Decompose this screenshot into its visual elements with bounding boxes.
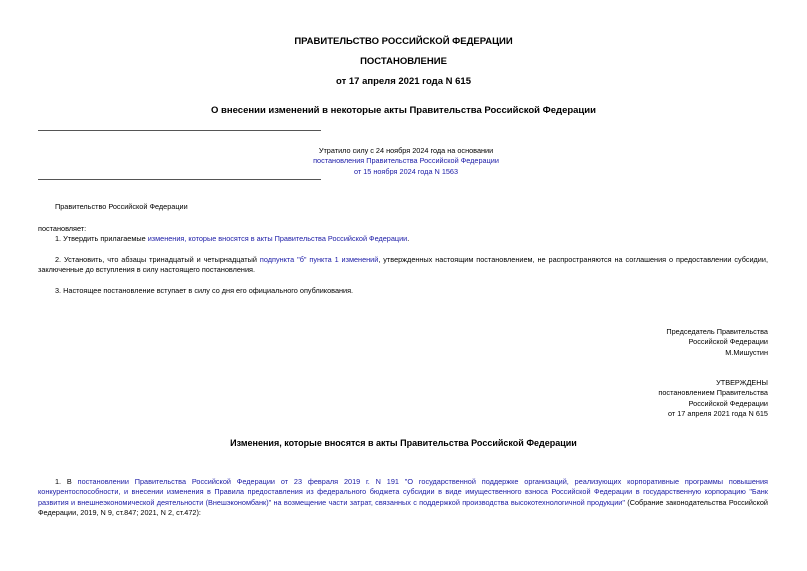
signature-block (666, 327, 768, 358)
signature-country: Российской Федерации (688, 337, 768, 347)
repeal-notice-text: Утратило силу с 24 ноября 2024 года на основании (318, 146, 494, 155)
document-type: ПОСТАНОВЛЕНИЕ (360, 56, 447, 67)
changes-item-1 (38, 477, 768, 519)
paragraph-2-text: 2. Установить, что абзацы тринадцатый и четырнадцатый (55, 255, 260, 264)
paragraph-1-text: 1. Утвердить прилагаемые (55, 234, 148, 243)
intro-text: Правительство Российской Федерации (55, 202, 188, 211)
signature-name: М.Мишустин (725, 347, 768, 357)
decides-text: постановляет: (38, 224, 87, 233)
paragraph-2-end: , утвержденных настоящим постановлением, не распространяются на соглашения о предоставлении субсидии, заключенные до вступления в силу настоящего постановления. (38, 255, 768, 275)
document-date: от 17 апреля 2021 года N 615 (336, 76, 471, 87)
government-name: ПРАВИТЕЛЬСТВО РОССИЙСКОЙ ФЕДЕРАЦИИ (294, 36, 513, 47)
approval-line-4: от 17 апреля 2021 года N 615 (667, 409, 768, 419)
repeal-link-2[interactable]: от 15 ноября 2024 года N 1563 (353, 166, 459, 176)
divider-top (38, 130, 321, 131)
paragraph-1-end: . (407, 234, 410, 243)
signature-position: Председатель Правительства (666, 327, 768, 336)
paragraph-3: 3. Настоящее постановление вступает в силу со дня его официального опубликования. (55, 286, 354, 295)
repeal-link-1[interactable]: постановления Правительства Российской Федерации (313, 156, 499, 166)
approval-block (658, 378, 768, 420)
document-title: О внесении изменений в некоторые акты Правительства Российской Федерации (211, 105, 596, 116)
divider-bottom (38, 179, 321, 180)
repeal-notice (256, 146, 556, 177)
paragraph-1 (55, 234, 768, 244)
changes-title: Изменения, которые вносятся в акты Правительства Российской Федерации (230, 438, 577, 448)
resolution-191-link[interactable]: постановлении Правительства Российской Федерации от 23 февраля 2019 г. N 191 "О государственной поддержке организаций, реализующих корпоративные программы повышения конкурентоспособности, и внесении изменения в Правила предоставления из федерального бюджета субсидии в виде имущественного взноса Российской Федерации в государственную корпорацию "Банк развития и внешнеэкономической деятельности (Внешэкономбанк)" на возмещение части затрат, связанных с поддержкой производства высокотехнологичной продукции" (38, 477, 768, 507)
changes-link[interactable]: изменения, которые вносятся в акты Правительства Российской Федерации (147, 234, 408, 243)
paragraph-2 (38, 255, 768, 276)
approval-line-2: постановлением Правительства (658, 388, 768, 398)
subclause-link[interactable]: подпункта "б" пункта 1 изменений (259, 255, 379, 264)
changes-item-1-end: (Собрание законодательства Российской Федерации, 2019, N 9, ст.847; 2021, N 2, ст.472): (38, 497, 768, 518)
approval-heading: УТВЕРЖДЕНЫ (716, 378, 768, 387)
changes-item-1-num: 1. В (55, 477, 78, 486)
approval-line-3: Российской Федерации (688, 398, 768, 408)
